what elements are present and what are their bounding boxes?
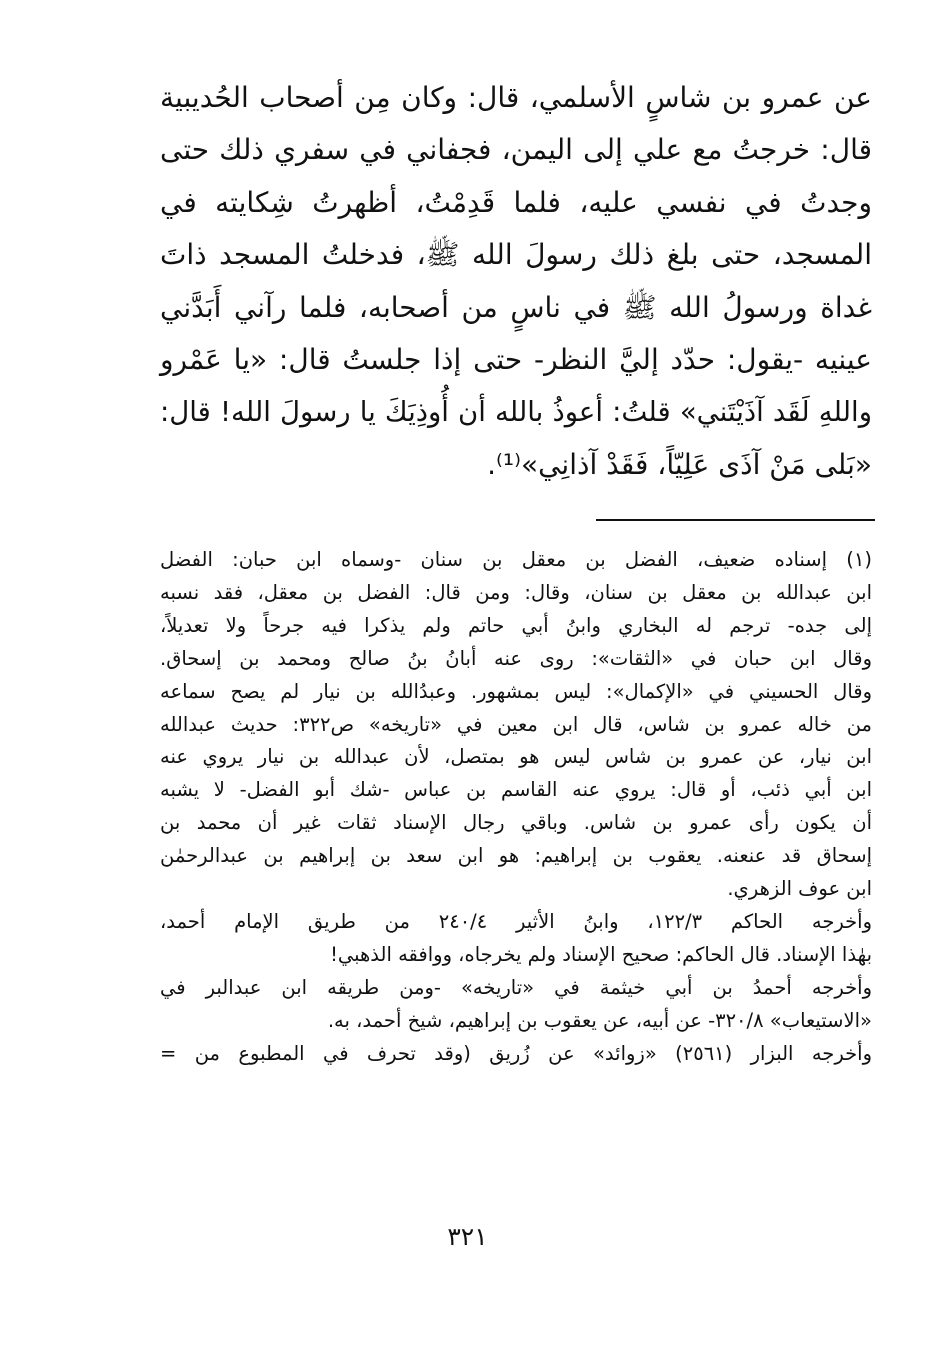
hadith-text	[160, 72, 872, 491]
hadith-line: غداة ورسولُ الله ﷺ في ناسٍ من أصحابه، فلما رآني أَبَدَّني	[160, 290, 872, 324]
footnote-line: وقال الحسيني في «الإكمال»: ليس بمشهور. وعبدُالله بن نيار لم يصح سماعه	[160, 679, 872, 703]
footnote-line: ابن أبي ذئب، أو قال: يروي عنه القاسم بن عباس -شك أبو الفضل- لا يشبه	[160, 778, 872, 802]
footnote-line: إسحاق قد عنعنه. يعقوب بن إبراهيم: هو ابن سعد بن إبراهيم بن عبدالرحمٰن	[160, 844, 872, 868]
hadith-line: قال: خرجتُ مع علي إلى اليمن، فجفاني في سفري ذلك حتى	[160, 133, 872, 167]
hadith-line: «بَلى مَنْ آذَى عَلِيّاً، فَقَدْ آذانِي»⁽¹⁾.	[487, 447, 872, 481]
footnote-divider	[596, 519, 875, 521]
footnote-line: ابن نيار، عن عمرو بن شاس ليس هو بمتصل، لأن عبدالله بن نيار يروي عنه	[160, 745, 872, 769]
hadith-line: عينيه -يقول: حدّد إليَّ النظر- حتى إذا جلستُ قال: «يا عَمْرو	[160, 343, 872, 377]
footnote-line: «الاستيعاب» ٣٢٠/٨- عن أبيه، عن يعقوب بن إبراهيم، شيخ أحمد، به.	[327, 1008, 872, 1032]
footnote-line: وأخرجه الحاكم ١٢٢/٣، وابنُ الأثير ٢٤٠/٤ من طريق الإمام أحمد،	[160, 909, 873, 933]
footnote-line: وقال ابن حبان في «الثقات»: روى عنه أبانُ بنُ صالح ومحمد بن إسحاق.	[160, 646, 872, 670]
footnote-line: أن يكون رأى عمرو بن شاس. وباقي رجال الإسناد ثقات غير أن محمد بن	[160, 811, 872, 835]
footnote-line: ابن عبدالله بن معقل بن سنان، وقال: ومن قال: الفضل بن معقل، فقد نسبه	[160, 580, 872, 604]
footnote-line: بهٰذا الإسناد. قال الحاكم: صحيح الإسناد ولم يخرجاه، ووافقه الذهبي!	[330, 942, 872, 966]
footnote-line: ابن عوف الزهري.	[727, 877, 872, 901]
footnote-line: وأخرجه أحمدُ بن أبي خيثمة في «تاريخه» -ومن طريقه ابن عبدالبر في	[160, 975, 872, 999]
hadith-line: وجدتُ في نفسي عليه، فلما قَدِمْتُ، أظهرتُ شِكايته في	[160, 185, 872, 219]
hadith-line: المسجد، حتى بلغ ذلك رسولَ الله ﷺ، فدخلتُ المسجد ذاتَ	[160, 238, 872, 272]
footnote-line: إلى جده- ترجم له البخاري وابنُ أبي حاتم ولم يذكرا فيه جرحاً ولا تعديلاً،	[160, 613, 872, 637]
hadith-line: واللهِ لَقَد آذَيْتَني» قلتُ: أعوذُ بالله أن أُوذِيَكَ يا رسولَ الله! قال:	[160, 396, 872, 429]
hadith-line: عن عمرو بن شاسٍ الأسلمي، قال: وكان مِن أصحاب الحُديبية	[160, 81, 872, 114]
footnote-line: (١) إسناده ضعيف، الفضل بن معقل بن سنان -وسماه ابن حبان: الفضل	[160, 548, 872, 571]
page-number: ٣٢١	[447, 1222, 488, 1251]
footnote-line: وأخرجه البزار (٢٥٦١) «زوائد» عن زُريق (وقد تحرف في المطبوع من =	[160, 1041, 873, 1065]
footnotes	[160, 544, 872, 1071]
footnote-line: من خاله عمرو بن شاس، قال ابن معين في «تاريخه» ص٣٢٢: حديث عبدالله	[160, 712, 873, 736]
